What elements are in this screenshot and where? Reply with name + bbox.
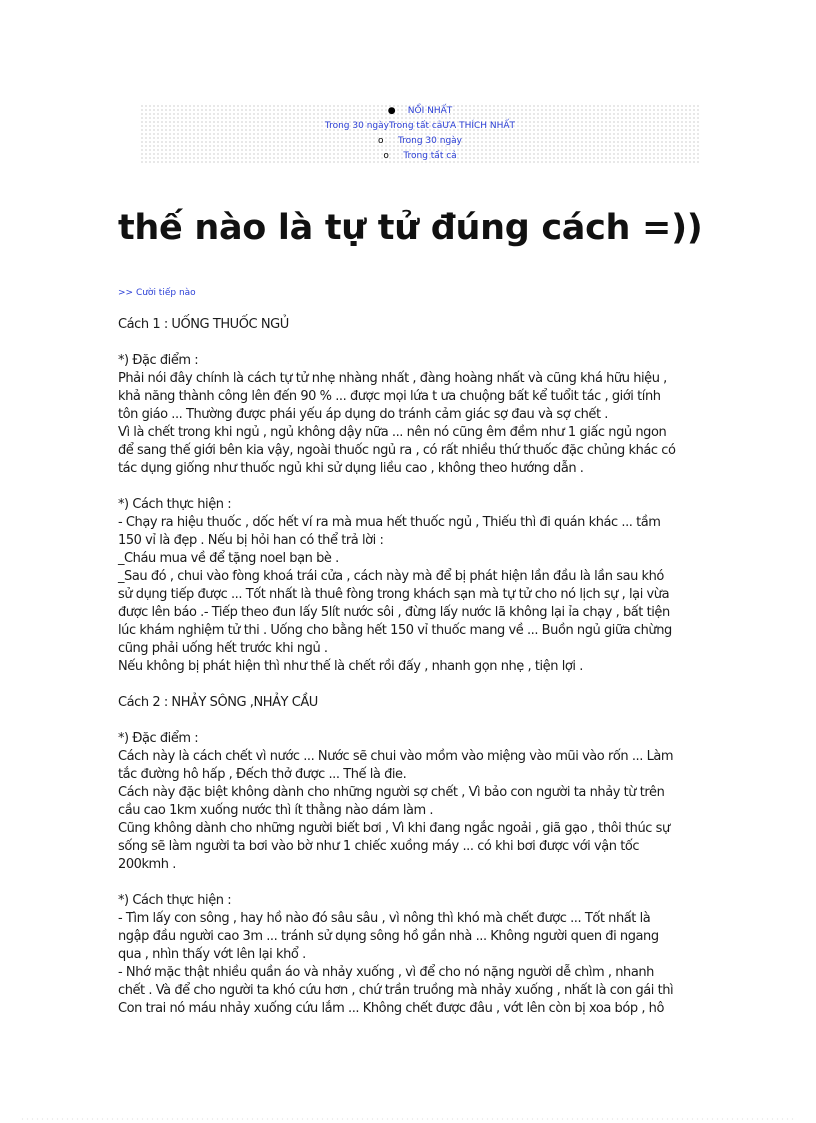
text-line: để sang thế giới bên kia vậy, ngoài thuốc ngủ ra , có rất nhiều thứ thuốc đặc chủng khác có — [118, 443, 676, 458]
text-line: tôn giáo ... Thường được phái yếu áp dụng do tránh cảm giác sợ đau và sợ chết . — [118, 407, 608, 422]
nav-link-hot-all[interactable]: Trong tất cả — [388, 121, 443, 131]
text-line: Phải nói đây chính là cách tự tử nhẹ nhàng nhất , đàng hoàng nhất và cũng khá hữu hiệu , — [118, 371, 667, 386]
paragraph-gap — [118, 676, 708, 694]
text-line: Cách này đặc biệt không dành cho những người sợ chết , Vì bảo con người ta nhảy từ trên — [118, 785, 665, 800]
nav-link-hot[interactable]: NỔI NHẤT — [407, 106, 453, 116]
nav-link-liked-all[interactable]: Trong tất cả — [403, 151, 457, 161]
text-line: sống sẽ làm người ta bơi vào bờ như 1 chiếc xuồng máy ... có khi bơi được với vận tốc — [118, 839, 640, 854]
nav-link-liked-30-days[interactable]: Trong 30 ngày — [397, 136, 463, 146]
subheading: *) Cách thực hiện : — [118, 893, 232, 908]
nav-row-liked-all — [140, 149, 700, 164]
paragraph-gap — [118, 712, 708, 730]
text-line: tắc đường hô hấp , Đếch thở được ... Thế là đie. — [118, 767, 407, 782]
text-line: 200kmh . — [118, 857, 176, 872]
paragraph-gap — [118, 478, 708, 496]
section-heading: Cách 2 : NHẢY SÔNG ,NHẢY CẦU — [118, 695, 318, 710]
subheading: *) Đặc điểm : — [118, 353, 199, 368]
text-line: Cách này là cách chết vì nước ... Nước sẽ chui vào mồm vào miệng vào mũi vào rốn ... Làm — [118, 749, 674, 764]
text-line: - Chạy ra hiệu thuốc , dốc hết ví ra mà mua hết thuốc ngủ , Thiếu thì đi quán khác ... tầm — [118, 515, 661, 530]
bullet-disc-icon: ● — [387, 106, 396, 116]
text-line: sử dụng tiếp được ... Tốt nhất là thuê fòng trong khách sạn mà tự tử cho nó lịch sự , lại vừa — [118, 587, 670, 602]
subheading: *) Cách thực hiện : — [118, 497, 232, 512]
text-line: 150 vỉ là đẹp . Nếu bị hỏi han có thể trả lời : — [118, 533, 384, 548]
text-line: Vì là chết trong khi ngủ , ngủ không dậy nữa ... nên nó cũng êm đềm như 1 giấc ngủ ngon — [118, 425, 667, 440]
nav-link-liked[interactable]: ƯA THÍCH NHẤT — [442, 121, 516, 131]
text-line: cầu cao 1km xuống nước thì ít thằng nào dám làm . — [118, 803, 434, 818]
footer-divider — [20, 1118, 796, 1120]
text-line: qua , nhìn thấy vớt lên lại khổ . — [118, 947, 306, 962]
text-line: ngập đầu người cao 3m ... tránh sử dụng sông hồ gần nhà ... Không người quen đi ngang — [118, 929, 659, 944]
text-line: - Tìm lấy con sông , hay hồ nào đó sâu sâu , vì nông thì khó mà chết được ... Tốt nhất là — [118, 911, 651, 926]
text-line: được lên báo .- Tiếp theo đun lấy 5lít nước sôi , đừng lấy nước lã không lại ỉa chạy , bất tiện — [118, 605, 670, 620]
nav-row-hot — [140, 104, 700, 119]
text-line: _Cháu mua về để tặng noel bạn bè . — [118, 551, 339, 566]
text-line: khả năng thành công lên đến 90 % ... được mọi lứa t ưa chuộng bất kể tuổit tác , giới tính — [118, 389, 661, 404]
nav-row-combined — [140, 119, 700, 134]
bullet-circle-icon: o — [383, 151, 389, 161]
article-body — [118, 316, 708, 1018]
bullet-circle-icon: o — [377, 136, 384, 146]
text-line: chết . Và để cho người ta khó cứu hơn , chứ trần truồng mà nhảy xuống , nhất là con gái thì — [118, 983, 674, 998]
text-line: Con trai nó máu nhảy xuống cứu lắm ... Không chết được đâu , vớt lên còn bị xoa bóp , hô — [118, 1001, 664, 1016]
top-navigation — [140, 104, 700, 164]
text-line: Cũng không dành cho những người biết bơi , Vì khi đang ngắc ngoải , giã gạo , thôi thúc sự — [118, 821, 670, 836]
section-heading: Cách 1 : UỐNG THUỐC NGỦ — [118, 317, 289, 332]
page-title: thế nào là tự tử đúng cách =)) — [118, 208, 703, 248]
text-line: cũng phải uống hết trước khi ngủ . — [118, 641, 328, 656]
subheading: *) Đặc điểm : — [118, 731, 199, 746]
more-jokes-link[interactable]: >> Cười tiếp nào — [118, 288, 196, 298]
text-line: lúc khám nghiệm tử thi . Uống cho bằng hết 150 vỉ thuốc mang về ... Buồn ngủ giữa chừng — [118, 623, 672, 638]
text-line: Nếu không bị phát hiện thì như thế là chết rồi đấy , nhanh gọn nhẹ , tiện lợi . — [118, 659, 583, 674]
paragraph-gap — [118, 874, 708, 892]
text-line: tác dụng giống như thuốc ngủ khi sử dụng liều cao , không theo hướng dẫn . — [118, 461, 584, 476]
paragraph-gap — [118, 334, 708, 352]
nav-link-hot-30-days[interactable]: Trong 30 ngày — [324, 121, 389, 131]
text-line: _Sau đó , chui vào fòng khoá trái cửa , cách này mà để bị phát hiện lần đầu là lần sau khó — [118, 569, 664, 584]
text-line: - Nhớ mặc thật nhiều quần áo và nhảy xuống , vì để cho nó nặng người dễ chìm , nhanh — [118, 965, 654, 980]
nav-row-liked-30-days — [140, 134, 700, 149]
